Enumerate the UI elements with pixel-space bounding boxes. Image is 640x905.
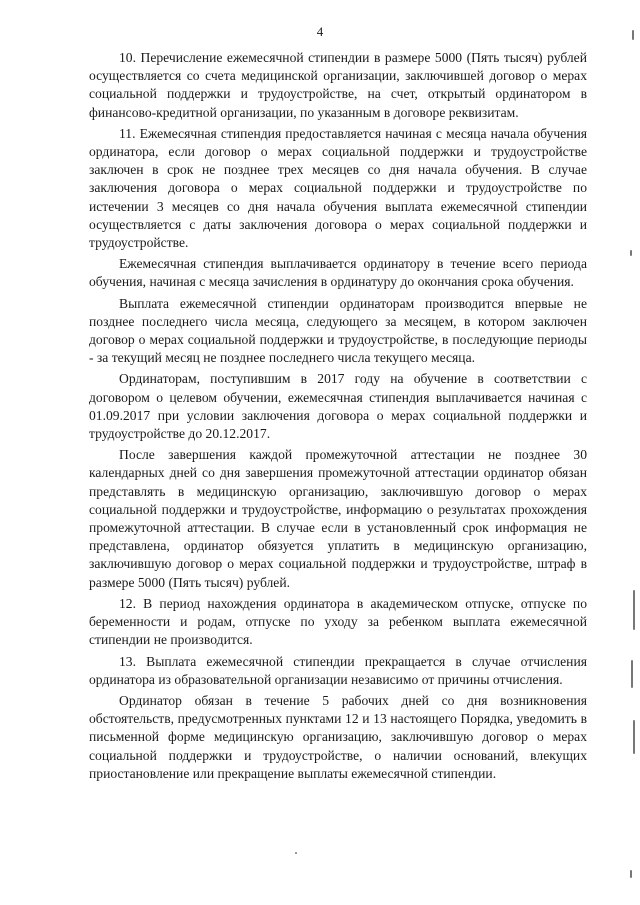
- scan-artifact: [633, 590, 635, 630]
- scan-artifact: [630, 250, 632, 256]
- scan-artifact: [295, 852, 297, 854]
- paragraph-2017-enrollees: Ординаторам, поступившим в 2017 году на обучение в соответствии с договором о целевом обучении, ежемесячная стипендия выплачивается начиная с 01.09.2017 при условии заключения договора о мерах социальной поддержки и трудоустройстве до 20.12.2017.: [89, 371, 587, 442]
- paragraph-notification: Ординатор обязан в течение 5 рабочих дней со дня возникновения обстоятельств, предусмотренных пунктами 12 и 13 настоящего Порядка, уведомить в письменной форме медицинскую организацию, заключившую договор о мерах социальной поддержки и трудоустройстве, о наличии оснований, влекущих приостановление или прекращение выплаты ежемесячной стипендии.: [89, 692, 587, 781]
- paragraph-12: 12. В период нахождения ординатора в академическом отпуске, отпуске по беременности и родам, отпуске по уходу за ребенком выплата ежемесячной стипендии не производится.: [89, 595, 587, 648]
- scan-artifact: [633, 720, 635, 754]
- page-number: 4: [316, 24, 324, 39]
- paragraph-attestation: После завершения каждой промежуточной аттестации не позднее 30 календарных дней со дня завершения промежуточной аттестации ординатор обязан представлять в медицинскую организацию, заключившую договор о мерах социальной поддержки и трудоустройстве, информацию о результатах прохождения промежуточной аттестации. В случае если в установленный срок информация не представлена, ординатор обязуется уплатить в медицинскую организацию, заключившую договор о мерах социальной поддержки и трудоустройстве, штраф в размере 5000 (Пять тысяч) рублей.: [89, 447, 587, 590]
- scan-artifact: [630, 870, 632, 878]
- paragraph-11: 11. Ежемесячная стипендия предоставляется начиная с месяца начала обучения ординатора, если договор о мерах социальной поддержки и трудоустройстве заключен в срок не позднее трех месяцев со дня начала обучения. В случае заключения договора о мерах социальной поддержки и трудоустройстве по истечении 3 месяцев со дня начала обучения выплата ежемесячной стипендии осуществляется с даты заключения договора о мерах социальной поддержки и трудоустройстве.: [89, 125, 587, 251]
- paragraph-payment-timing: Выплата ежемесячной стипендии ординаторам производится впервые не позднее последнего числа месяца, следующего за месяцем, в котором заключен договор о мерах социальной поддержки и трудоустройстве, в последующие периоды - за текущий месяц не позднее последнего числа текущего месяца.: [89, 295, 587, 366]
- paragraph-13: 13. Выплата ежемесячной стипендии прекращается в случае отчисления ординатора из образовательной организации независимо от причины отчисления.: [89, 653, 587, 687]
- paragraph-10: 10. Перечисление ежемесячной стипендии в размере 5000 (Пять тысяч) рублей осуществляется со счета медицинской организации, заключившей договор о мерах социальной поддержки и трудоустройстве, на счет, открытый ординатором в финансово-кредитной организации, по указанным в договоре реквизитам.: [89, 50, 587, 120]
- scan-artifact: [631, 660, 633, 688]
- document-body: [89, 49, 587, 786]
- paragraph-stipend-period: Ежемесячная стипендия выплачивается ординатору в течение всего периода обучения, начиная с месяца зачисления в ординатуру до окончания срока обучения.: [89, 256, 587, 290]
- scan-artifact: [632, 30, 634, 40]
